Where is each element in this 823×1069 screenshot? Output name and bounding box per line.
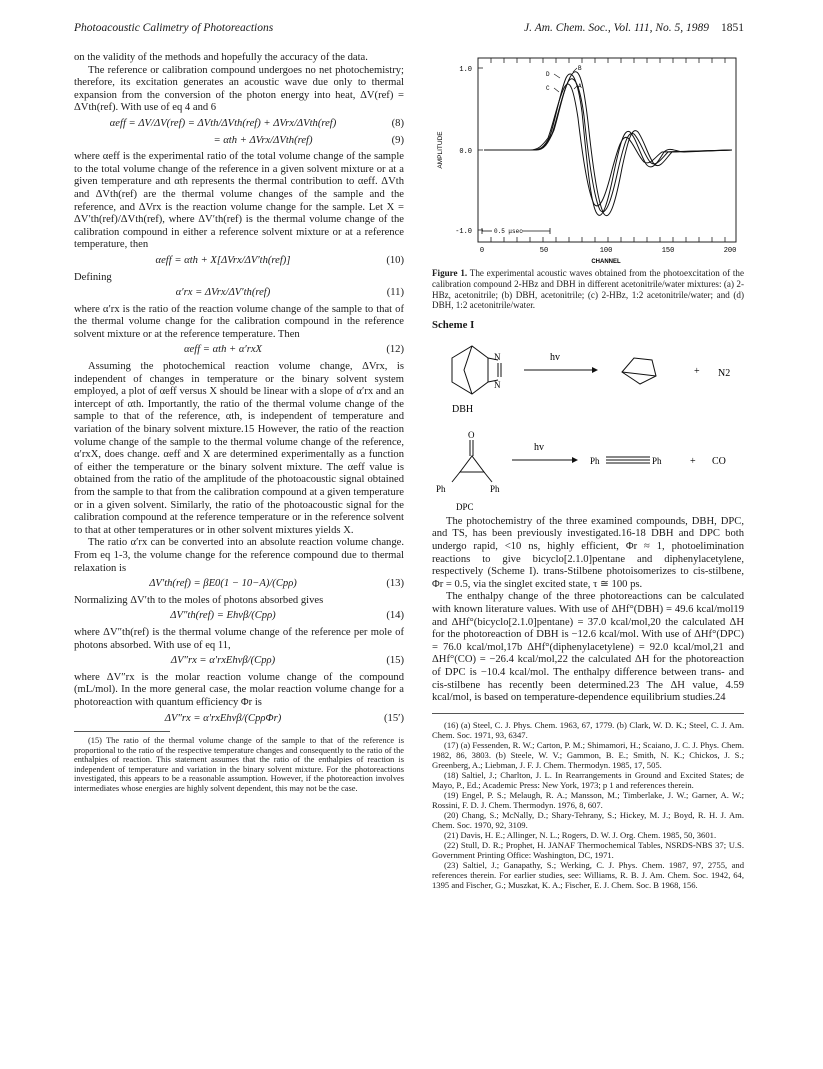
x-tick-label: 50 bbox=[539, 247, 549, 255]
paragraph: Assuming the photochemical reaction volume change, ΔVrx, is independent of changes in temperature or the binary solvent system employed, a plot of αeff versus X should be linear with a slope of α′rx and an intercept of αth. Importantly, the ratio of the thermal volume change of the sample to that of the reference, αth, is independent of temperature and variation of the binary solvent mixture.15 However, the ratio of the reaction volume change of the sample to the thermal volume change of the reference, α′rxX, does change. αeff and X are determined experimentally as a function of either the temperature or the binary solvent mixture. The αeff value is obtained from the ratio of the amplitude of the photoacoustic signal obtained from the sample to that from the calibration compound at a given temperature or in a given solvent. Similarly, the ratio of the photoacoustic signal for the calibration compound at the reference temperature or in the reference solvent to that at other temperatures or in other solvent mixtures yields X. bbox=[74, 361, 404, 536]
time-scale-bar bbox=[482, 228, 550, 235]
paragraph: on the validity of the methods and hopefully the accuracy of the data. bbox=[74, 52, 368, 63]
phenyl-right: Ph bbox=[490, 483, 500, 494]
scheme-title: Scheme I bbox=[432, 319, 475, 332]
curve-label-c: C bbox=[546, 85, 550, 92]
figure-1 bbox=[432, 52, 744, 268]
equation-10 bbox=[74, 255, 404, 268]
left-ticks bbox=[478, 68, 483, 230]
dpc-label: DPC bbox=[456, 501, 474, 512]
paragraph: The photochemistry of the three examined compounds, DBH, DPC, and TS, has been previously investigated.16-18 DBH and DPC both undergo rapid, <10 ns, highly efficient, Φr ≈ 1, photoelimination reactions to give bicyclo[2.1.0]pentane and diphenylacetylene, respectively (Scheme I). trans-Stilbene photoisomerizes to cis-stilbene, Φr = 0.5, via the singlet excited state, τ ≅ 100 ps. bbox=[432, 515, 744, 590]
paragraph: where ΔV″rx is the molar reaction volume change of the compound (mL/mol). In the more general case, the molar reaction volume change for a photoreaction with quantum efficiency Φr is bbox=[74, 671, 404, 708]
reference-item: (22) Stull, D. R.; Prophet, H. JANAF Thermochemical Tables, NSRDS-NBS 37; U.S. Government Printing Office: Washington, DC, 1971. bbox=[432, 839, 744, 860]
top-ticks bbox=[491, 58, 725, 63]
wave-c bbox=[484, 84, 732, 206]
wave-traces bbox=[484, 72, 732, 216]
n-atom-top: N bbox=[494, 351, 501, 362]
curve-label-d: D bbox=[546, 71, 550, 78]
equation-text: αeff = αth + α′rxX bbox=[183, 344, 262, 356]
running-header bbox=[74, 22, 744, 40]
equation-number: (9) bbox=[391, 134, 404, 146]
equation-number: (15) bbox=[386, 655, 404, 667]
equation-number: (15′) bbox=[384, 712, 404, 724]
equation-text: α′rx = ΔVrx/ΔV′th(ref) bbox=[175, 287, 271, 299]
equation-number: (12) bbox=[386, 344, 404, 356]
equation-number: (11) bbox=[386, 287, 404, 299]
reference-item: (17) (a) Fessenden, R. W.; Carton, P. M.; Shimamori, H.; Scaiano, J. C. J. Phys. Chem. 1982, 86, 3803. (b) Steele, W. V.; Gammon, B. E.; Smith, N. K.; Chickos, J. S.; Greenberg, A.; Liebman, J. F. J. Chem. Thermodyn. 1985, 17, 505. bbox=[432, 739, 744, 770]
wave-d bbox=[484, 79, 732, 212]
hv-label-1: hv bbox=[550, 351, 560, 363]
equation-text: ΔV″rx = α′rxEhvβ/(Cpρ) bbox=[170, 655, 276, 667]
paragraph: Normalizing ΔV′th to the moles of photons absorbed gives bbox=[74, 594, 324, 606]
co-product: CO bbox=[712, 455, 726, 467]
right-column bbox=[432, 52, 744, 890]
x-tick-label: 100 bbox=[599, 247, 613, 255]
x-axis-label: CHANNEL bbox=[591, 259, 621, 265]
reaction-scheme bbox=[432, 336, 744, 516]
reference-item: (21) Davis, H. E.; Allinger, N. L.; Rogers, D. W. J. Org. Chem. 1985, 50, 3601. bbox=[444, 829, 717, 840]
n2-product: N2 bbox=[718, 367, 731, 379]
paragraph: The enthalpy change of the three photoreactions can be calculated with known literature values. With use of ΔHf°(DBH) = 49.6 kcal/mol19 and ΔHf°(bicyclo[2.1.0]pentane) = 37.0 kcal/mol,20 the calculated ΔH for the photoreaction of DBH is −12.6 kcal/mol. With use of ΔHf°(DPC) = 76.0 kcal/mol,17b ΔHf°(diphenylacetylene) = 92.0 kcal/mol,21 and ΔHf°(CO) = −26.4 kcal/mol,22 the calculated ΔH for the photoreaction of DPC is −10.4 kcal/mol. The enthalpy difference between trans- and cis-stilbene has recently been determined.23 The ΔH value, 4.59 kcal/mol, is based on temperature-dependence equilibrium studies.24 bbox=[432, 591, 744, 704]
equation-number: (8) bbox=[391, 117, 404, 129]
equation-text: = αth + ΔVrx/ΔVth(ref) bbox=[213, 134, 313, 146]
reference-item: (20) Chang, S.; McNally, D.; Shary-Tehrany, S.; Hickey, M. J.; Boyd, R. H. J. Am. Chem. Soc. 1970, 92, 3109. bbox=[432, 809, 744, 830]
equation-number: (14) bbox=[386, 610, 404, 622]
plus-sign-1: + bbox=[694, 365, 700, 377]
footnote-divider bbox=[74, 731, 170, 732]
y-tick-label: 0.0 bbox=[459, 148, 472, 156]
page-number: 1851 bbox=[721, 22, 744, 34]
plus-sign-2: + bbox=[690, 455, 696, 467]
wave-b bbox=[484, 72, 732, 216]
arrow-head-1 bbox=[592, 367, 598, 373]
equation-11 bbox=[74, 287, 404, 300]
references-divider bbox=[432, 713, 744, 714]
arrow-head-2 bbox=[572, 457, 578, 463]
equation-9 bbox=[74, 135, 404, 148]
wave-a bbox=[484, 74, 732, 215]
acoustic-wave-plot bbox=[432, 52, 744, 268]
x-tick-label: 200 bbox=[723, 247, 737, 255]
paragraph: where ΔV″th(ref) is the thermal volume change of the reference per mole of photons absorbed. With use of eq 11, bbox=[74, 626, 404, 651]
equation-text: αeff = ΔV/ΔV(ref) = ΔVth/ΔVth(ref) + ΔVrx/ΔVth(ref) bbox=[109, 117, 337, 129]
header-title: Photoacoustic Calimetry of Photoreactions bbox=[74, 22, 274, 34]
curve-label-a: A bbox=[578, 83, 582, 90]
paragraph: where α′rx is the ratio of the reaction volume change of the sample to that of the thermal volume change for the calibration compound in the reference solvent mixture or at the reference temperature. Then bbox=[74, 303, 404, 340]
equation-13 bbox=[74, 578, 404, 591]
y-tick-label: 1.0 bbox=[459, 66, 472, 74]
x-tick-label: 150 bbox=[661, 247, 675, 255]
caption-text: The experimental acoustic waves obtained from the photoexcitation of the calibration compound 2-HBz and DBH in different acetonitrile/water mixtures: (a) 2-HBz, acetonitrile; (b) DBH, acetonitrile; (c) 2-HBz, 1:2 acetonitrile/water; and (d) DBH, 1:2 acetonitrile/water. bbox=[432, 268, 744, 311]
equation-text: ΔV″th(ref) = Ehvβ/(Cpρ) bbox=[170, 610, 276, 622]
equation-15 bbox=[74, 655, 404, 668]
paragraph: where αeff is the experimental ratio of the total volume change of the sample to the total volume change of the reference in a given solvent mixture or at a given temperature and αth represents the thermal contribution to αeff. ΔVth and ΔVth(ref) are the thermal volume changes of the sample and the reference, and ΔVrx is the reaction volume change for the sample. Let X = ΔV′th(ref)/ΔVth(ref), where ΔV′th(ref) is the thermal volume change of the calibration compound in either a reference solvent mixture or at a reference temperature, then bbox=[74, 151, 404, 251]
y-tick-label: -1.0 bbox=[455, 228, 472, 236]
footnote: (15) The ratio of the thermal volume change of the sample to that of the reference is proportional to the ratio of the respective temperature changes and consequently to the ratio of the enthalpies of reaction. This statement assumes that the ratio of the enthalpies of reaction is independent of temperature and variation in the binary solvent mixture. For the photoreactions investigated, this appears to be a reasonable assumption. However, if the photoreaction involves intermediates whose energies are highly solvent dependent, this may not be the case. bbox=[74, 736, 404, 794]
phenyl-left: Ph bbox=[436, 483, 446, 494]
scale-bar-label: 0.5 μsec bbox=[494, 228, 523, 235]
equation-15-prime bbox=[74, 713, 404, 726]
equation-12 bbox=[74, 344, 404, 357]
equation-text: ΔV′th(ref) = βE0(1 − 10−A)/(Cpρ) bbox=[149, 578, 297, 590]
product-phenyl-left: Ph bbox=[590, 455, 600, 466]
bicyclopentane-structure bbox=[622, 358, 656, 384]
header-journal bbox=[524, 22, 744, 34]
n-atom-bottom: N bbox=[494, 379, 501, 390]
scheme-1 bbox=[432, 336, 744, 516]
caption-label: Figure 1. bbox=[432, 268, 468, 278]
paragraph: Defining bbox=[74, 271, 112, 283]
oxygen-atom: O bbox=[468, 429, 475, 440]
reference-item: (23) Saltiel, J.; Ganapathy, S.; Werking, C. J. Phys. Chem. 1987, 97, 2755, and references therein. For earlier studies, see: Williams, R. B. J. Am. Chem. Soc. 1942, 64, 1395 and Fischer, G.; Muszkat, K. A.; Fischer, E. J. Chem. Soc. B 1968, 156. bbox=[432, 859, 744, 890]
hv-label-2: hv bbox=[534, 441, 544, 453]
equation-text: αeff = αth + X[ΔVrx/ΔV′th(ref)] bbox=[155, 254, 291, 266]
reference-item: (19) Engel, P. S.; Melaugh, R. A.; Mansson, M.; Timberlake, J. W.; Garner, A. W.; Rossini, F. D. J. Chem. Thermodyn. 1976, 8, 607. bbox=[432, 789, 744, 810]
paragraph: The reference or calibration compound undergoes no net photochemistry; therefore, its excitation generates an acoustic wave due only to thermal expansion from the conversion of the photon energy into heat, ΔV(ref) = ΔVth(ref). With use of eq 4 and 6 bbox=[74, 64, 404, 114]
reference-item: (18) Saltiel, J.; Charlton, J. L. In Rearrangements in Ground and Excited States; de Mayo, P., Ed.; Academic Press: New York, 1973; p 1 and references therein. bbox=[432, 769, 744, 790]
figure-caption bbox=[432, 268, 744, 311]
paragraph: The ratio α′rx can be converted into an absolute reaction volume change. From eq 1-3, the volume change for the reference compound due to thermal relaxation is bbox=[74, 537, 404, 574]
header-citation: J. Am. Chem. Soc., Vol. 111, No. 5, 1989 bbox=[524, 22, 709, 34]
equation-8 bbox=[74, 118, 404, 131]
dbh-label: DBH bbox=[452, 403, 474, 415]
x-tick-label: 0 bbox=[479, 247, 485, 255]
equation-text: ΔV″rx = α′rxEhvβ/(CpρΦr) bbox=[164, 712, 282, 724]
product-phenyl-right: Ph bbox=[652, 455, 662, 466]
references bbox=[432, 720, 744, 890]
y-axis-label: AMPLITUDE bbox=[437, 131, 444, 169]
triple-bond bbox=[606, 457, 650, 463]
left-column bbox=[74, 52, 404, 794]
equation-number: (13) bbox=[386, 578, 404, 590]
reference-item: (16) (a) Steel, C. J. Phys. Chem. 1963, 67, 1779. (b) Clark, W. D. K.; Steel, C. J. Am. Chem. Soc. 1971, 93, 6347. bbox=[432, 719, 744, 740]
equation-number: (10) bbox=[386, 254, 404, 266]
equation-14 bbox=[74, 610, 404, 623]
dpc-structure bbox=[452, 440, 492, 482]
bottom-ticks bbox=[491, 237, 725, 242]
curve-label-b: B bbox=[578, 65, 582, 72]
